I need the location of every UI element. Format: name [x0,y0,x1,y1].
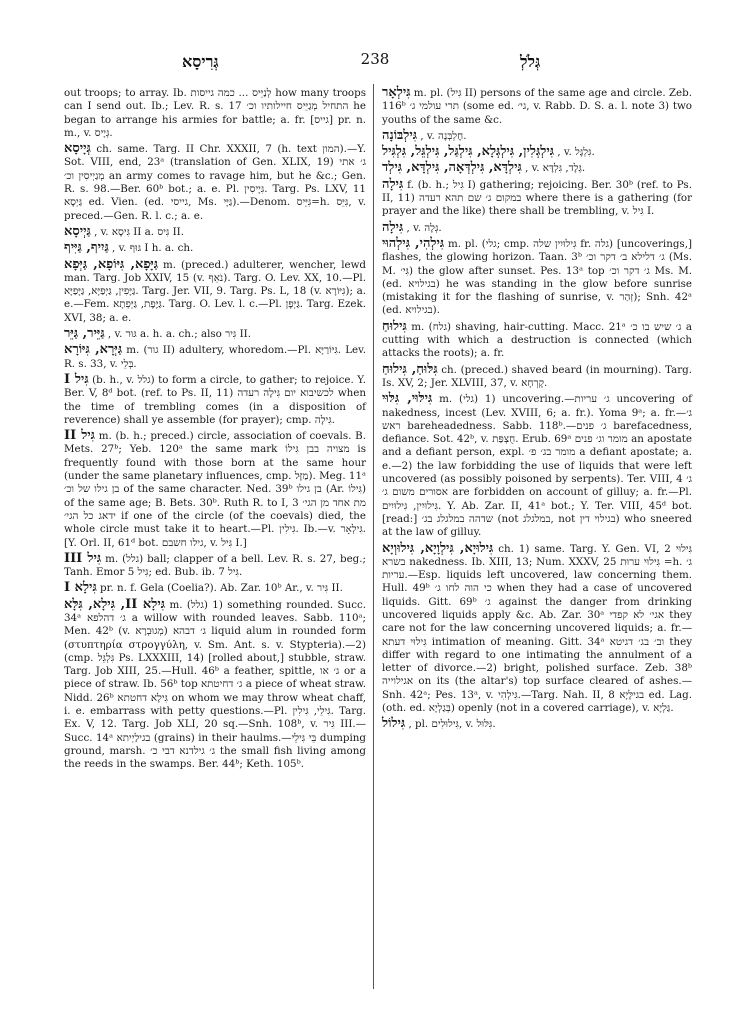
dictionary-entry [382,221,692,235]
dictionary-entry [382,392,692,539]
entry-headword: גִּילְאָר [382,85,411,100]
dictionary-entry [382,542,692,716]
entry-headword: גַּיְיסָא [64,223,91,239]
entry-headword: גַּיָּפָא, גִּיּוֹפָא, גַּיְּפָא [64,256,159,272]
dictionary-entry [382,320,692,361]
entry-text: pr. n. f. Gela (Coelia?). Ab. Zar. 10ᵇ Ar., v. גִּיר II. [100,582,343,595]
page-number: 238 [360,50,390,68]
entry-text: ch. (preced.) shaved beard (in mourning). Targ. Is. XV, 2; Jer. XLVIII, 37, v. קָרְחָא. [382,363,692,389]
dictionary-entry [382,363,692,391]
entry-text: m. (preced.) adulterer, wencher, lewd man. Targ. Job XXIV, 15 (v. נֹאֵף). Targ. O. Lev. XX, 10.—Pl. גַּיָּפִין, גַּיְּפַיָּא, גַּיָּפַיָּא. Targ. Jer. VII, 9. Targ. Ps. L, 18 (v. גִּיּוֹרָא); a. e.—Fem. גַּיֶּפֶת, גַּיְּפְתָא. Targ. O. Lev. l. c.—Pl. גַּיְּפָן. Targ. Ezek. XVI, 38; a. e. [64,258,367,324]
entry-headword: גִּילָא II, גִּילָא, גִּלָּא [64,596,166,612]
entry-text: , v. חֶלְבְּנָה. [420,129,467,142]
dictionary-entry [64,86,366,140]
left-column [64,86,366,774]
dictionary-entry [382,129,692,143]
dictionary-entry [382,161,692,175]
entry-text: ch. same. Targ. II Chr. XXXII, 7 (h. text המון).—Y. Sot. VIII, end, 23ᵃ (translation of Gen. XLIX, 19) ג׳ אתי מְגַיְיסִין וכ׳ an army comes to ravage him, but he &c.; Gen. R. s. 98.—Ber. 60ᵇ bot.; a. e. Pl. גִּיָיסִין. Targ. Ps. LXV, 11 גַּיְסָא ed. Vien. (ed. גייסי, Ms. גַּיָּי).—Denom. גִּיֵּיס=h. גִּיֵּס, v. preced.—Gen. R. l. c.; a. e. [64,143,366,222]
entry-text: ch. 1) same. Targ. Y. Gen. VI, 2 גִּילוּי בשרא nakedness. Ib. XIII, 13; Num. XXXV, 25 גִּילוּי ערוּת =h. ג׳ עריות.—Esp. liquids left uncovered, law concerning them. Hull. 49ᵇ כי הוה לחו ג׳ when they had a case of uncovered liquids. Gitt. 69ᵇ ג׳ against the danger from drinking uncovered liquids apply &c. Ab. Zar. 30ᵃ אגי׳ לא קפדי they care not for the law concerning uncovered liquids; a. fr.—גִּילוּי דעתא intimation of meaning. Gitt. 34ᵃ וב׳ בג׳ דגיטא they differ with regard to one intimating the annulment of a letter of divorce.—2) bright, polished surface. Zeb. 38ᵇ אגילוייה on its (the altar's) top surface cleared of ashes.—Snh. 42ᵃ; Pes. 13ᵃ, v. גִּילְהִי.—Targ. Nah. II, 8 בגילָּיָא ed. Lag. (oth. ed. בְּגַלְיָא) openly (not in a covered carriage), v. גַּלְיָא. [382,542,693,715]
entry-text: m. pl. (גלי; cmp. גִּילוּיִין שלה fr. גלה) [uncoverings,] flashes, the glowing horizon. Taan. 3ᵇ ג׳ דלילא ב׳ דקר וכ׳ (Ms. M. גִּי׳) the glow after sunset. Pes. 13ᵃ top ג׳ דקר וכ׳ Ms. M. (ed. בגילויא) he was standing in the glow before sunrise (mistaking it for the flashing of sunrise, v. זְהַר); Snh. 42ᵃ (ed. בגילויא). [382,237,693,317]
entry-headword: גִּילוּיָא, גִּילְוָיָא, גִּילוּוְיָא [382,540,494,556]
dictionary-entry [382,717,692,731]
entry-headword: גִּילָה [382,176,404,192]
dictionary-entry [64,258,366,325]
dictionary-entry [64,327,366,341]
entry-text: , pl. גִּילוּלִים, v. גִּלּוּל. [408,718,496,731]
dictionary-entry [382,86,692,127]
entry-headword: גַּיִיף, גַּיִּיף [64,240,109,256]
entry-text: m. (גלל) ball; clapper of a bell. Lev. R. s. 27, beg.; Tanh. Emor 5 גִּיל; ed. Bub. ib. 7 גִּיל. [64,552,367,579]
entry-text: m. (גור II) adultery, whoredom.—Pl. גִּיּוֹרַיָּא. Lev. R. s. 33, v. בְּלֵי. [64,344,367,370]
entry-headword: גִּילָא I [64,580,97,596]
entry-text: m. (b. h.; preced.) circle, association of coevals. B. Mets. 27ᵇ; Yeb. 120ᵃ the same mark מצויה בבן גִּילוֹ is frequently found with those born at the same hour (under the same planetary influences, cmp. מַזָּל). Meg. 11ᵃ בן גילו של וכ׳ of the same character. Ned. 39ᵇ בן גילו (Ar. גִּילוֹ) of the same age; B. Bets. 30ᵇ. Ruth R. to I, 3 מת אחד מן הגי׳ ידאג כל הגי׳ if one of the circle (of the coevals) died, the whole circle must take it to heart.—Pl. גִּילִין. Ib.—v. גִּילְאָר. [Y. Orl. II, 61ᵈ bot. גילו חשבם, v. גִּיל I.] [64,430,366,549]
dictionary-entry [382,145,692,159]
entry-text: , v. גּוּף I h. a. ch. [112,242,194,255]
dictionary-entry [64,225,366,239]
entry-headword: גְּיָיסָא [64,141,91,157]
entry-headword: גִּיל III [64,550,102,566]
dictionary-entry [64,429,366,550]
entry-text: , v. גְּלָה. [406,221,442,234]
entry-text: , v. גִּיסָא II a. גִּיס II. [94,225,184,238]
dictionary-entry [382,237,692,318]
running-head-left: גְּרִיסָא [182,52,219,71]
entry-text: m. pl. (גִּיל II) persons of the same age and circle. Zeb. 116ᵇ תרי עולמי ג׳ (some ed. גי׳, v. Rabb. D. S. a. l. note 3) two youths of the same &c. [382,87,692,126]
entry-headword: גִּיל I [64,371,89,387]
right-column [382,86,692,734]
column-divider [373,84,374,989]
entry-headword: גִּילְבּוֹנָה [382,127,418,143]
entry-text: m. (גלל) 1) something rounded. Succ. 34ᵃ ג׳ דהלפא a willow with rounded leaves. Sabb. 110ᵃ; Men. 42ᵇ (v. מְגוּבְרָא) ג׳ דבהא liquid alum in rounded form (στυπτηρία στρογγύλη, v. Sm. Ant. s. v. Stypteria).—2) (cmp. גִּלְגֵּל Ps. LXXXIII, 14) [rolled about,] stubble, straw. Targ. Job XIII, 25.—Hull. 46ᵇ a feather, spittle, ג׳ או or a piece of straw. Ib. 56ᵇ top ג׳ דחיטתא a piece of wheat straw. Nidd. 26ᵇ גִּילָא דחטתא on whom we may throw wheat chaff, i. e. embarrass with petty questions.—Pl. גִּילֵי, גִּילִין. Targ. Ex. V, 12. Targ. Job XLI, 20 sq.—Snh. 108ᵇ, v. גִּיר III.—Succ. 14ᵃ בגילַיְיתא (grains) in their haulms.—בֵּי גִּילֵי dumping ground, marsh. ג׳ גילדנא דבי כ׳ the small fish living among the reeds in the swamps. Ber. 44ᵇ; Keth. 105ᵇ. [64,598,367,771]
entry-headword: גִּילְגְּלִין, גִּילְגְּלָא, גִּילְגַּל, גִּילְגֵּל, גִּלְגִּיל [382,144,555,160]
entry-headword: גִּילוּחַ [382,318,407,334]
entry-headword: גִּלּוּחַ, גִּילוּחַ [382,361,438,377]
entry-text: m. (גלי) 1) uncovering.—ג׳ עריות uncovering of nakedness, incest (Lev. XVIII, 6; a. fr.). Yoma 9ᵃ; a. fr.—ג׳ ראש bareheadedness. Sabb. 118ᵇ.—ג׳ פנים barefacedness, defiance. Sot. 42ᵇ, v. חֻצְפַּת. Erub. 69ᵃ מומר וג׳ פנים an apostate and a defiant person, expl. מומר בג׳ פ׳ a defiant apostate; a. e.—2) the law forbidding the use of liquids that were left uncovered (as possibly poisoned by serpents). Ter. VIII, 4 ג׳ אסורים משום ג׳ are forbidden on account of gilluy; a. fr.—Pl. גִּילוּיִין, גִּילוּיִים. Y. Ab. Zar. II, 41ᵃ bot.; Y. Ter. VIII, 45ᵈ bot. [read:] שדהה במלגלג בג׳ (not במלגלג, not בגילוי דין) who sneered at the law of gilluy. [382,393,693,539]
running-head-right: גְּלֹלְ [520,52,541,71]
entry-headword: גַּיֵּיר, גַּיֵּר [64,326,105,342]
entry-text: (b. h., v. גלל) to form a circle, to gather; to rejoice. Y. Ber. V, 8ᵈ bot. (ref. to Ps. II, 11) לכשיבוא יום גִּילָה רעדה when the time of trembling comes (in a disposition of reverence) shall ye assemble (for prayer); cmp. גִּילָה. [64,373,367,426]
dictionary-entry [64,142,366,223]
entry-headword: גִּילּוּי, גִּלּוּי [382,391,433,407]
dictionary-entry [382,178,692,219]
dictionary-entry [64,552,366,580]
dictionary-entry [64,373,366,427]
entry-text: out troops; to array. Ib. לְנַיֵּיס ... כמה גייסות how many troops can I send out. Ib.; Lev. R. s. 17 התחיל מְגַיֵּיס חיילותיו וכ׳ he began to arrange his armies for battle; a. fr. [גייס] pr. n. m., v. גְּיָיס. [64,87,367,139]
entry-text: f. (b. h.; גִּיל I) gathering; rejoicing. Ber. 30ᵇ (ref. to Ps. II, 11) במקום ג׳ שם תהא רעדה where there is a gathering (for prayer and the like) there shall be trembling, v. גִּיל I. [382,178,692,218]
entry-headword: גִּיל II [64,428,95,444]
dictionary-entry [64,581,366,595]
entry-text: , v. גּוּר a. h. a. ch.; also גִּיר II. [107,328,251,341]
entry-text: , v. גִּלְגָּל. [557,146,595,159]
dictionary-entry [64,241,366,255]
dictionary-entry [64,598,366,772]
entry-headword: גִּילְדָּא, גִּילְדְּאָה, גִּילְדָּא, גִּילְד [382,160,522,176]
entry-headword: גִּילָה [382,219,404,235]
entry-headword: גַּיְּרָא, גִּיּוֹרָא [64,342,123,358]
entry-headword: גִּילוֹל [382,716,406,732]
entry-text: m. (גלח) shaving, hair-cutting. Macc. 21ᵃ ג׳ שיש בו כ׳ a cutting with which a destruction is connected (which attacks the roots); a. fr. [382,320,693,360]
dictionary-entry [64,343,366,371]
entry-headword: גִּילְהִי, גִּילְהוּי [382,235,445,251]
entry-text: , v. גְּלָד, גִּלְדָּא. [525,162,586,175]
